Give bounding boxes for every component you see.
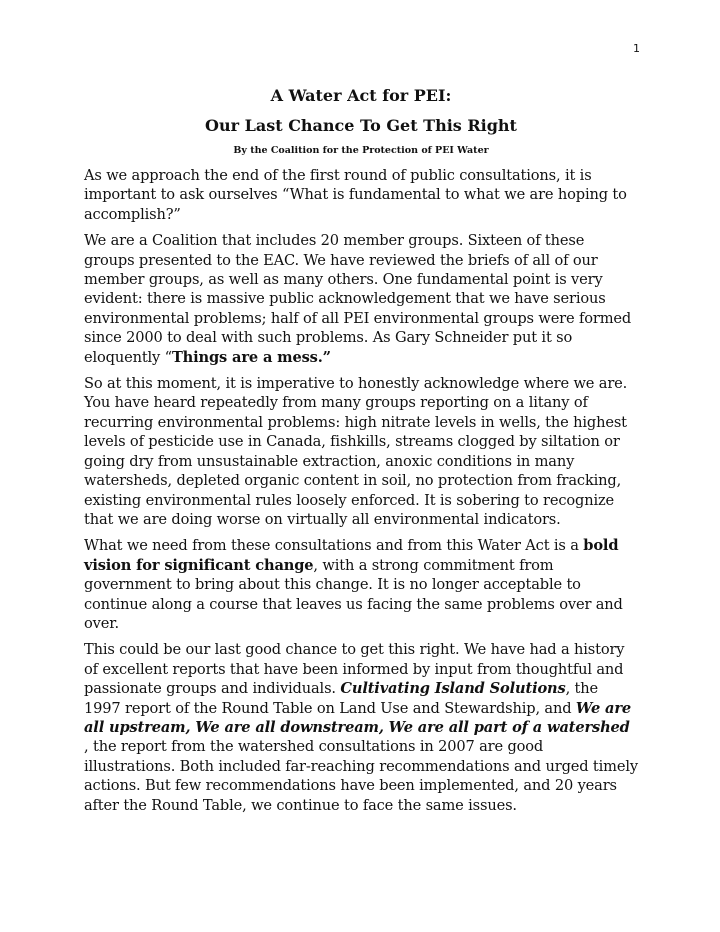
- paragraph-4: [84, 536, 638, 633]
- paragraph-2-text: We are a Coalition that includes 20 member groups. Sixteen of these groups presented to the EAC. We have reviewed the briefs of all of our member groups, as well as many others. One fundamental point is very evident: there is massive public acknowledgement that we have serious environmental problems; half of all PEI environmental groups were formed since 2000 to deal with such problems. As Gary Schneider put it so eloquently “: [84, 232, 632, 366]
- paragraph-5-report-title-1: Cultivating Island Solutions: [340, 680, 566, 698]
- paragraph-2: [84, 231, 638, 367]
- paragraph-4-text-a: What we need from these consultations and from this Water Act is a: [84, 537, 584, 555]
- paragraph-5-report-title-2: We are all upstream, We are all downstream, We are all part of a watershed: [84, 699, 632, 736]
- paragraph-5-text-b: , the 1997 report of the Round Table on Land Use and Stewardship, and: [84, 680, 599, 717]
- paragraph-5-text-c: , the report from the watershed consultations in 2007 are good illustrations. Both included far-reaching recommendations and urged timely actions. But few recommendations have been implemented, and 20 years after the Round Table, we continue to face the same issues.: [84, 738, 638, 814]
- document-title: A Water Act for PEI:: [270, 86, 452, 105]
- document-subtitle: Our Last Chance To Get This Right: [205, 116, 517, 135]
- paragraph-1: As we approach the end of the first round of public consultations, it is important to ask ourselves “What is fundamental to what we are hoping to accomplish?”: [84, 167, 627, 223]
- byline: By the Coalition for the Protection of PEI Water: [233, 145, 489, 156]
- paragraph-5-text-a: This could be our last good chance to get this right. We have had a history of excellent reports that have been informed by input from thoughtful and passionate groups and individuals.: [84, 641, 625, 698]
- paragraph-5: [84, 640, 638, 815]
- paragraph-4-text-b: , with a strong commitment from government to bring about this change. It is no longer acceptable to continue along a course that leaves us facing the same problems over and over.: [84, 556, 623, 632]
- paragraph-4-bold: bold vision for significant change: [84, 537, 619, 574]
- paragraph-2-bold: Things are a mess.”: [171, 348, 331, 366]
- title-block: [84, 86, 638, 158]
- body-text: [84, 166, 638, 822]
- page-number: 1: [633, 42, 640, 55]
- paragraph-3: So at this moment, it is imperative to honestly acknowledge where we are. You have heard repeatedly from many groups reporting on a litany of recurring environmental problems: high nitrate levels in wells, the highest levels of pesticide use in Canada, fishkills, streams clogged by siltation or going dry from unsustainable extraction, anoxic conditions in many watersheds, depleted organic content in soil, no protection from fracking, existing environmental rules loosely enforced. It is sobering to recognize that we are doing worse on virtually all environmental indicators.: [84, 375, 628, 528]
